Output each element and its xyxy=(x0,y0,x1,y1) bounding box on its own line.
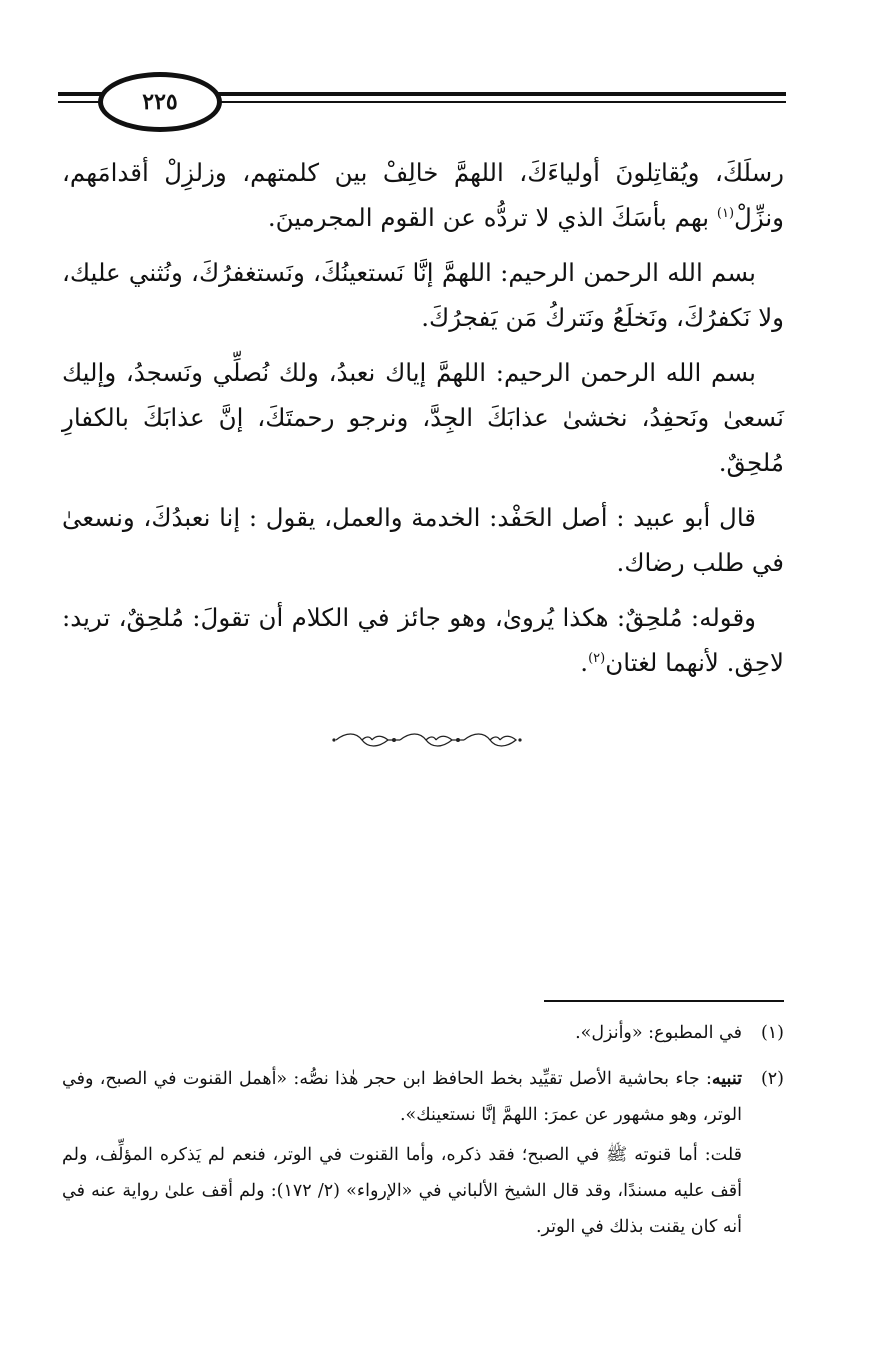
footnote-text: في المطبوع: «وأنزل». xyxy=(575,1023,742,1043)
footnotes xyxy=(62,1015,784,1255)
paragraph-1: رسلَكَ، ويُقاتِلونَ أولياءَكَ، اللهمَّ خالِفْ بين كلمتهم، وزلزِلْ أقدامَهم، ونزِّلْ$^{(١)}$ بهم بأسَكَ الذي لا تردُّه عن القوم المجرمينَ. xyxy=(62,158,784,232)
footnote-number: (١) xyxy=(760,1023,784,1043)
footnote-1 xyxy=(62,1015,784,1055)
paragraph-2: بسم الله الرحمن الرحيم: اللهمَّ إنَّا نَستعينُكَ، ونَستغفرُكَ، ونُثني عليك، ولا نَكفرُكَ، ونَخلَعُ ونَتركُ مَن يَفجرُكَ. xyxy=(62,258,784,332)
page-number: ٢٢٥ xyxy=(98,72,222,132)
footnote-separator xyxy=(544,1000,784,1002)
footnote-text: تنبيه: جاء بحاشية الأصل تقيِّيد بخط الحافظ ابن حجر هٰذا نصُّه: «أهمل القنوت في الصبح، وفي الوتر، وهو مشهور عن عمرَ: اللهمَّ إنَّا نستعينك». xyxy=(62,1069,742,1125)
footnote-ref-1[interactable]: (١) xyxy=(716,205,735,221)
paragraph-5: وقوله: مُلحِقٌ: هكذا يُروىٰ، وهو جائز في الكلام أن تقولَ: مُلحِقٌ، تريد: لاحِق. لأنهما لغتان$^{(٢)}$. xyxy=(62,603,784,677)
footnote-label: تنبيه xyxy=(711,1069,742,1089)
paragraph-3: بسم الله الرحمن الرحيم: اللهمَّ إياك نعبدُ، ولك نُصلِّي ونَسجدُ، وإليك نَسعىٰ ونَحفِدُ، نخشىٰ عذابَكَ الجِدَّ، ونرجو رحمتَكَ، إنَّ عذابَكَ بالكفارِ مُلحِقٌ. xyxy=(62,358,784,477)
page-header xyxy=(58,72,786,136)
paragraph-4: قال أبو عبيد : أصل الحَفْد: الخدمة والعمل، يقول : إنا نعبدُكَ، ونسعىٰ في طلب رضاك. xyxy=(62,503,784,577)
footnote-number: (٢) xyxy=(760,1069,784,1089)
footnote-note: قلت: أما قنوته ﷺ في الصبح؛ فقد ذكره، وأما القنوت في الوتر، فنعم لم يَذكره المؤلِّف، ولم أقف عليه مسندًا، وقد قال الشيخ الألباني في «الإرواء» (٢/ ١٧٢): ولم أقف علىٰ رواية عنه في أنه كان يقنت بذلك في الوتر. xyxy=(62,1145,742,1237)
main-text xyxy=(62,150,784,695)
footnote-2 xyxy=(62,1061,784,1249)
footnote-ref-2[interactable]: (٢) xyxy=(588,650,606,666)
ornament-divider-icon xyxy=(332,730,524,750)
